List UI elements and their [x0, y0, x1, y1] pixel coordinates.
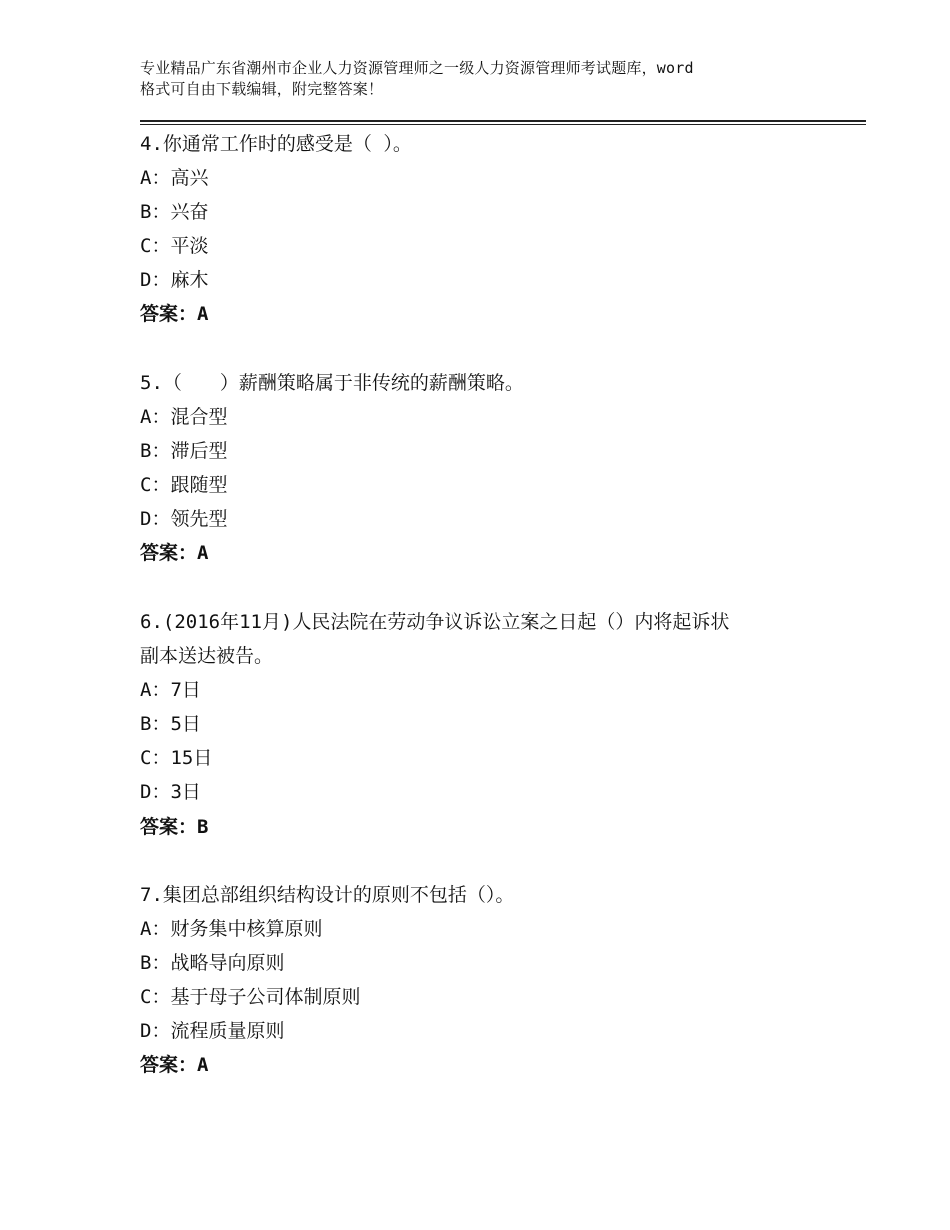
question-7-option-c: C：基于母子公司体制原则 — [140, 986, 361, 1008]
header-divider-thick — [140, 120, 866, 122]
question-4-option-c: C：平淡 — [140, 235, 209, 257]
question-5-stem: 5.（ ）薪酬策略属于非传统的薪酬策略。 — [140, 372, 524, 394]
question-7-answer: 答案：A — [140, 1054, 209, 1076]
question-7-option-b: B：战略导向原则 — [140, 952, 285, 974]
question-6-answer: 答案：B — [140, 816, 209, 838]
question-4-option-a: A：高兴 — [140, 167, 209, 189]
question-4-option-d: D：麻木 — [140, 269, 209, 291]
question-4-answer: 答案：A — [140, 303, 209, 325]
question-7-option-d: D：流程质量原则 — [140, 1020, 285, 1042]
question-6-option-c: C：15日 — [140, 747, 213, 769]
question-5-option-a: A：混合型 — [140, 406, 228, 428]
question-7-stem: 7.集团总部组织结构设计的原则不包括（）。 — [140, 884, 515, 906]
question-6-option-a: A：7日 — [140, 679, 201, 701]
header-line-2: 格式可自由下载编辑，附完整答案！ — [140, 80, 384, 98]
question-6-option-d: D：3日 — [140, 781, 201, 803]
question-6-stem-line-1: 6.(2016年11月)人民法院在劳动争议诉讼立案之日起（）内将起诉状 — [140, 611, 730, 633]
question-6-stem-line-2: 副本送达被告。 — [140, 645, 274, 667]
question-5-option-c: C：跟随型 — [140, 474, 228, 496]
question-5-option-d: D：领先型 — [140, 508, 228, 530]
document-header — [140, 58, 840, 100]
question-4-stem: 4.你通常工作时的感受是（ ）。 — [140, 133, 412, 155]
question-5-answer: 答案：A — [140, 542, 209, 564]
question-6-option-b: B：5日 — [140, 713, 201, 735]
question-5-option-b: B：滞后型 — [140, 440, 228, 462]
header-divider-thin — [140, 124, 866, 125]
question-7-option-a: A：财务集中核算原则 — [140, 918, 323, 940]
question-4-option-b: B：兴奋 — [140, 201, 209, 223]
header-line-1: 专业精品广东省潮州市企业人力资源管理师之一级人力资源管理师考试题库，word — [140, 59, 694, 77]
